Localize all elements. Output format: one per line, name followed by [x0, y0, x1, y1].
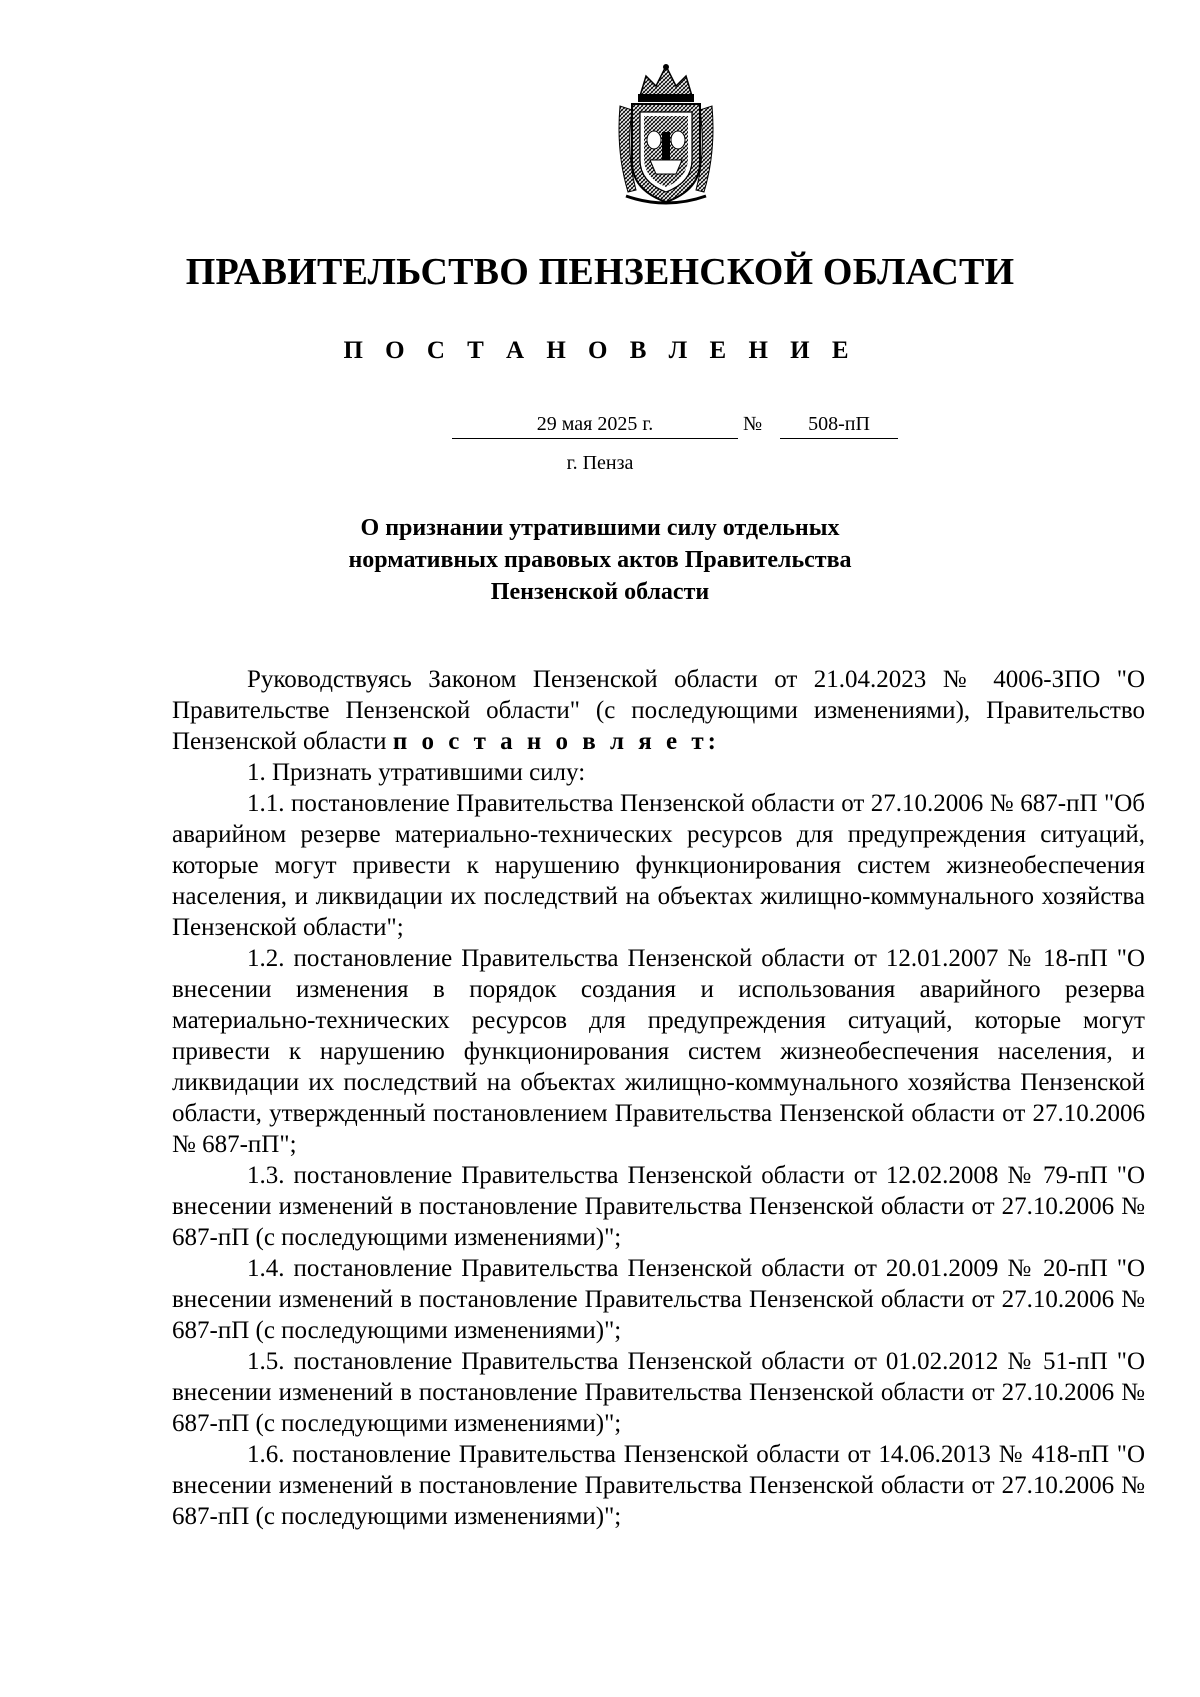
document-type-heading: П О С Т А Н О В Л Е Н И Е [343, 337, 857, 364]
item-1-5: 1.5. постановление Правительства Пензенской области от 01.02.2012 № 51-пП "О внесении изменений в постановление Правительства Пензенской области от 27.10.2006 № 687-пП (с последующими изменениями)"; [172, 1348, 1145, 1437]
preamble-verb: п о с т а н о в л я е т: [392, 728, 721, 755]
document-body [172, 664, 1145, 1532]
item-1-3: 1.3. постановление Правительства Пензенской области от 12.02.2008 № 79-пП "О внесении изменений в постановление Правительства Пензенской области от 27.10.2006 № 687-пП (с последующими изменениями)"; [172, 1162, 1145, 1251]
number-sign: № [743, 413, 763, 435]
document-number: 508-пП [780, 410, 898, 439]
item-1-2: 1.2. постановление Правительства Пензенской области от 12.01.2007 № 18-пП "О внесении изменения в порядок создания и использования аварийного резерва материально-технических ресурсов для предупреждения ситуаций, которые могут привести к нарушению функционирования систем жизнеобеспечения населения, и ликвидации их последствий на объектах жилищно-коммунального хозяйства Пензенской области, утвержденный постановлением Правительства Пензенской области от 27.10.2006 № 687-пП"; [172, 945, 1145, 1158]
item-1: 1. Признать утратившими силу: [247, 759, 586, 786]
preamble-text: Руководствуясь Законом Пензенской области от 21.04.2023 № 4006-ЗПО "О Правительстве Пензенской области" (с последующими изменениями), Правительство Пензенской области [172, 666, 1145, 755]
preamble-paragraph [172, 664, 1145, 757]
organization-heading: ПРАВИТЕЛЬСТВО ПЕНЗЕНСКОЙ ОБЛАСТИ [185, 251, 1015, 293]
document-date: 29 мая 2025 г. [452, 410, 738, 439]
item-1-4: 1.4. постановление Правительства Пензенской области от 20.01.2009 № 20-пП "О внесении изменений в постановление Правительства Пензенской области от 27.10.2006 № 687-пП (с последующими изменениями)"; [172, 1255, 1145, 1344]
coat-of-arms-emblem [606, 62, 726, 208]
document-title: О признании утратившими силу отдельных нормативных правовых актов Правительства Пензенской области [348, 515, 852, 605]
city-line: г. Пенза [566, 452, 634, 474]
item-1-6: 1.6. постановление Правительства Пензенской области от 14.06.2013 № 418-пП "О внесении изменений в постановление Правительства Пензенской области от 27.10.2006 № 687-пП (с последующими изменениями)"; [172, 1441, 1145, 1530]
item-1-1: 1.1. постановление Правительства Пензенской области от 27.10.2006 № 687-пП "Об аварийном резерве материально-технических ресурсов для предупреждения ситуаций, которые могут привести к нарушению функционирования систем жизнеобеспечения населения, и ликвидации их последствий на объектах жилищно-коммунального хозяйства Пензенской области"; [172, 790, 1145, 941]
